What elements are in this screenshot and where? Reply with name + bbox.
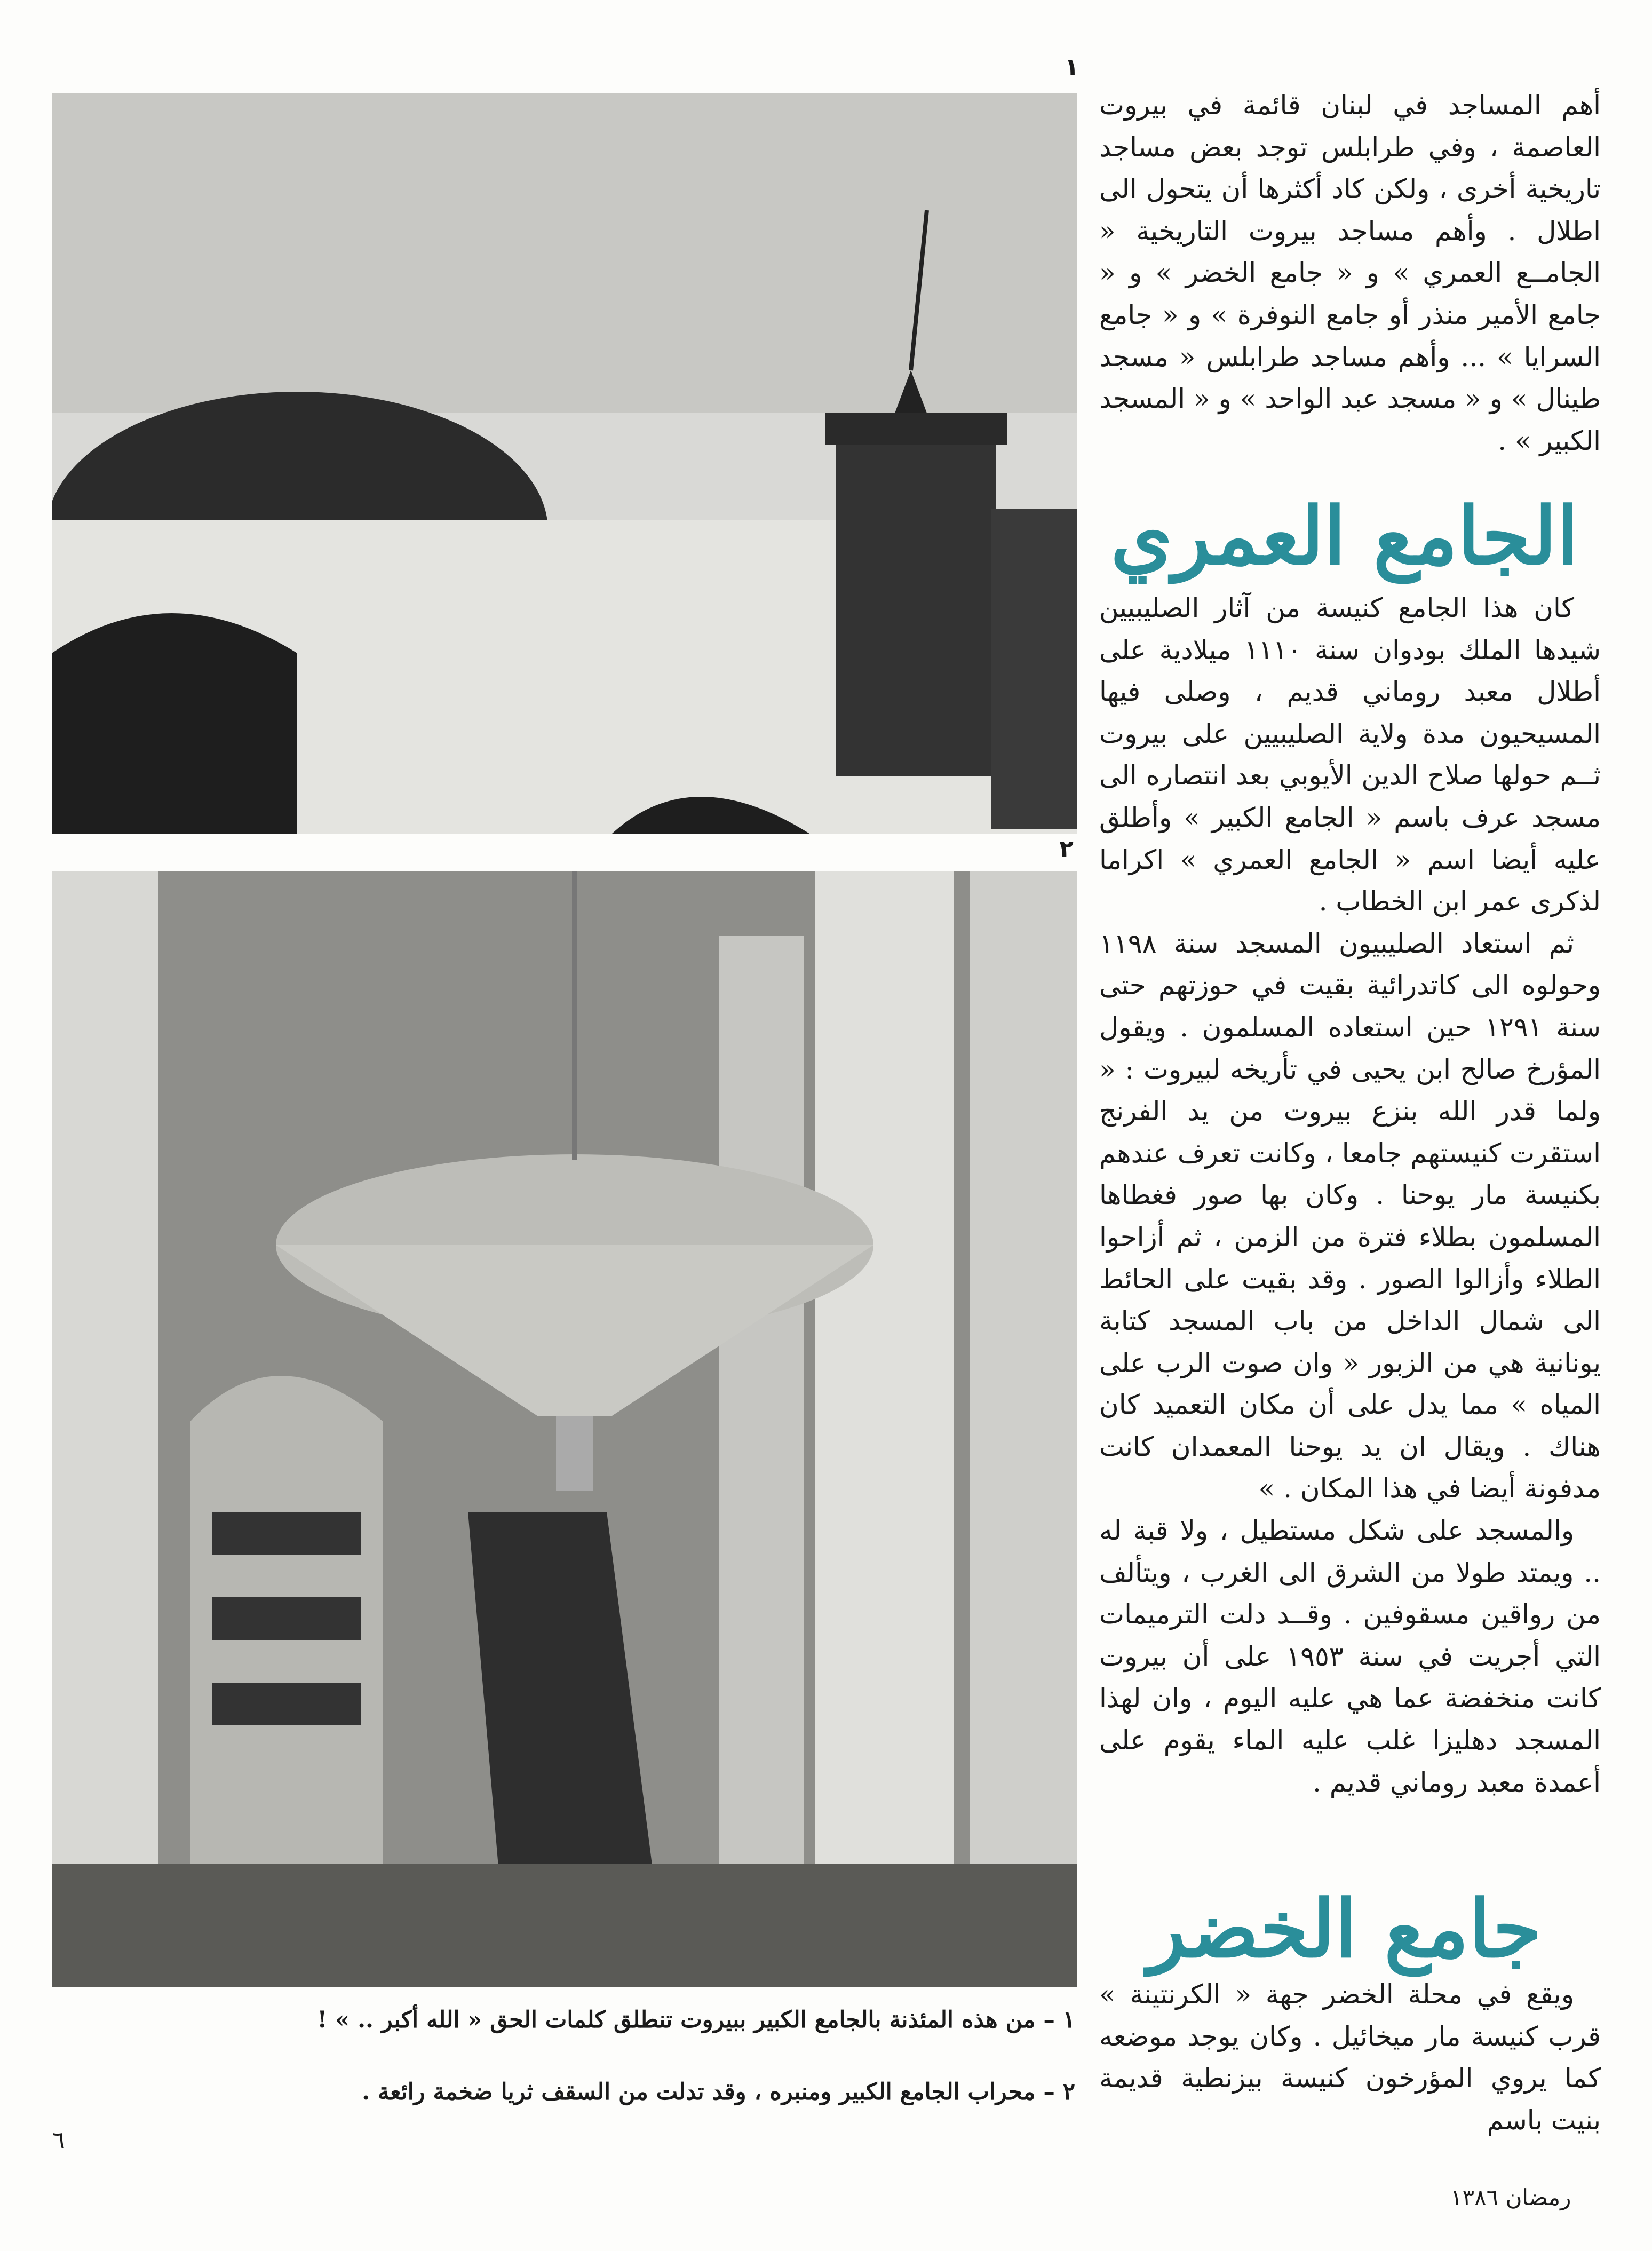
section2-heading: جامع الخضر bbox=[1148, 1882, 1542, 1975]
section2-paragraph: ويقع في محلة الخضر جهة « الكرنتينة » قرب كنيسة مار ميخائيل . وكان يوجد موضعه كما يروي المؤرخون كنيسة بيزنطية قديمة بنيت باسم bbox=[1099, 1979, 1601, 2136]
photo2-number: ٢ bbox=[1059, 835, 1074, 862]
section1-heading: الجامع العمري bbox=[1110, 489, 1579, 582]
intro-paragraph bbox=[1099, 84, 1601, 462]
section2-body bbox=[1099, 1973, 1601, 2141]
mihrab-chandelier-photo bbox=[52, 871, 1077, 1987]
section1-paragraph: والمسجد على شكل مستطيل ، ولا قبة له .. ويمتد طولا من الشرق الى الغرب ، ويتألف من رواقين مسقوفين . وقــد دلت الترميمات التي أجريت في سنة ١٩٥٣ على أن بيروت كانت منخفضة عما هي عليه اليوم ، وان لهذا المسجد دهليزا غلب عليه الماء يقوم على أعمدة معبد روماني قديم . bbox=[1099, 1515, 1601, 1798]
section1-body bbox=[1099, 587, 1601, 1803]
minaret-dome-photo bbox=[52, 93, 1077, 834]
section1-paragraph: كان هذا الجامع كنيسة من آثار الصليبيين شيدها الملك بودوان سنة ١١١٠ ميلادية على أطلال معبد روماني قديم ، وصلى فيها المسيحيون مدة ولاية الصليبيين على بيروت ثــم حولها صلاح الدين الأيوبي بعد انتصاره الى مسجد عرف باسم « الجامع الكبير » وأطلق عليه أيضا اسم « الجامع العمري » اكراما لذكرى عمر ابن الخطاب . bbox=[1099, 592, 1601, 917]
photo1-caption: ١ – من هذه المئذنة بالجامع الكبير ببيروت تنطلق كلمات الحق « الله أكبر .. » ! bbox=[317, 2007, 1075, 2033]
intro-text: أهم المساجد في لبنان قائمة في بيروت العاصمة ، وفي طرابلس توجد بعض مساجد تاريخية أخرى ، ولكن كاد أكثرها أن يتحول الى اطلال . وأهم مساجد بيروت التاريخية « الجامــع العمري » و « جامع الخضر » و « جامع الأمير منذر أو جامع النوفرة » و « جامع السرايا » ... وأهم مساجد طرابلس « مسجد طينال » و « مسجد عبد الواحد » و « المسجد الكبير » . bbox=[1099, 90, 1601, 456]
photo2-caption: ٢ – محراب الجامع الكبير ومنبره ، وقد تدلت من السقف ثريا ضخمة رائعة . bbox=[362, 2079, 1075, 2105]
page-number: ٦ bbox=[52, 2127, 65, 2154]
footer-date: رمضان ١٣٨٦ bbox=[1450, 2184, 1571, 2210]
photo1-number: ١ bbox=[1065, 53, 1079, 81]
section1-paragraph: ثم استعاد الصليبيون المسجد سنة ١١٩٨ وحولوه الى كاتدرائية بقيت في حوزتهم حتى سنة ١٢٩١ حين استعاده المسلمون . ويقول المؤرخ صالح ابن يحيى في تأريخه لبيروت : « ولما قدر الله بنزع بيروت من يد الفرنج استقرت كنيستهم جامعا ، وكانت تعرف عندهم بكنيسة مار يوحنا . وكان بها صور فغطاها المسلمون بطلاء فترة من الزمن ، ثم أزاحوا الطلاء وأزالوا الصور . وقد بقيت على الحائط الى شمال الداخل من باب المسجد كتابة يونانية هي من الزبور « وان صوت الرب على المياه » مما يدل على أن مكان التعميد كان هناك . ويقال ان يد يوحنا المعمدان كانت مدفونة أيضا في هذا المكان . » bbox=[1099, 928, 1601, 1504]
